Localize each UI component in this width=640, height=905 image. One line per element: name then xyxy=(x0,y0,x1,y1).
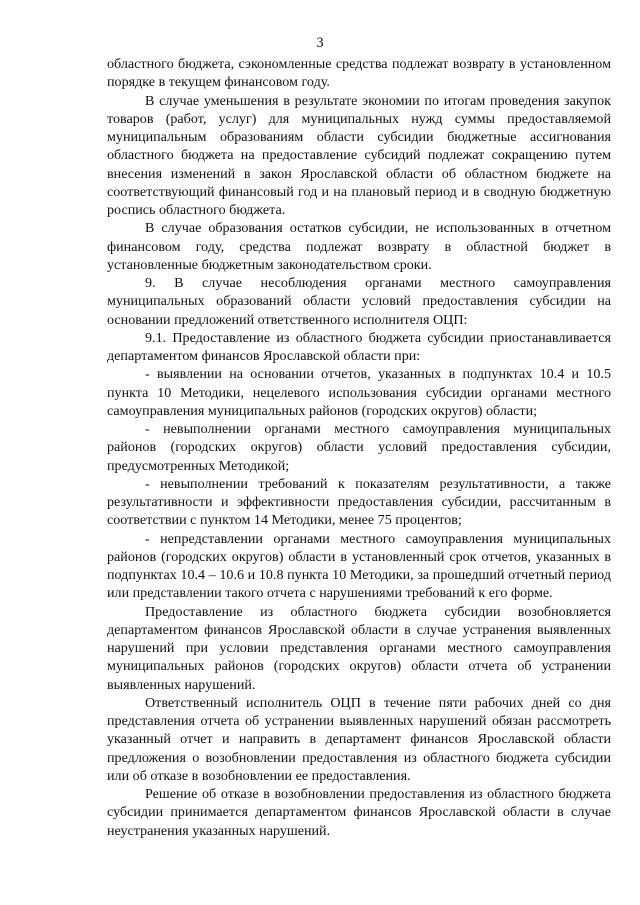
paragraph-7: - невыполнении органами местного самоуправления муниципальных районов (городских округов) области условий предоставления субсидии, предусмотренных Методикой; xyxy=(107,421,611,474)
paragraph-10: Предоставление из областного бюджета субсидии возобновляется департаментом финансов Ярославской области в случае устранения выявленных нарушений при условии представления органами местного самоуправления муниципальных районов (городских округов) области отчета об устранении выявленных нарушений. xyxy=(107,603,611,693)
paragraph-1: областного бюджета, сэкономленные средства подлежат возврату в установленном порядке в текущем финансовом году. xyxy=(107,56,611,91)
document-body xyxy=(107,55,611,840)
paragraph-3: В случае образования остатков субсидии, не использованных в отчетном финансовом году, средства подлежат возврату в областной бюджет в установленные бюджетным законодательством сроки. xyxy=(107,220,611,273)
paragraph-11: Ответственный исполнитель ОЦП в течение пяти рабочих дней со дня представления отчета об устранении выявленных нарушений обязан рассмотреть указанный отчет и направить в департамент финансов Ярославской области предложения о возобновлении предоставления из областного бюджета субсидии или об отказе в возобновлении ее предоставления. xyxy=(107,694,611,784)
paragraph-5: 9.1. Предоставление из областного бюджета субсидии приостанавливается департаментом финансов Ярославской области при: xyxy=(107,329,611,364)
paragraph-8: - невыполнении требований к показателям результативности, а также результативности и эффективности предоставления субсидии, рассчитанным в соответствии с пунктом 14 Методики, менее 75 процентов; xyxy=(107,475,611,529)
paragraph-12: Решение об отказе в возобновлении предоставления из областного бюджета субсидии принимается департаментом финансов Ярославской области в случае неустранения указанных нарушений. xyxy=(107,786,611,839)
paragraph-2: В случае уменьшения в результате экономии по итогам проведения закупок товаров (работ, услуг) для муниципальных нужд суммы предоставляемой муниципальным образованиям области субсидии бюджетные ассигнования областного бюджета на предоставление субсидий подлежат сокращению путем внесения изменений в закон Ярославской области об областном бюджете на соответствующий финансовый год и на плановый период и в сводную бюджетную роспись областного бюджета. xyxy=(107,92,611,218)
paragraph-9: - непредставлении органами местного самоуправления муниципальных районов (городских округов) области в установленный срок отчетов, указанных в подпунктах 10.4 – 10.6 и 10.8 пункта 10 Методики, за прошедший отчетный период или представлении такого отчета с нарушениями требований к его форме. xyxy=(107,530,611,602)
paragraph-6: - выявлении на основании отчетов, указанных в подпунктах 10.4 и 10.5 пункта 10 Методики, нецелевого использования субсидии органами местного самоуправления муниципальных районов (городских округов) области; xyxy=(107,366,611,419)
paragraph-4: 9. В случае несоблюдения органами местного самоуправления муниципальных образований области условий предоставления субсидии на основании предложений ответственного исполнителя ОЦП: xyxy=(107,275,611,328)
page-number: 3 xyxy=(316,35,324,51)
